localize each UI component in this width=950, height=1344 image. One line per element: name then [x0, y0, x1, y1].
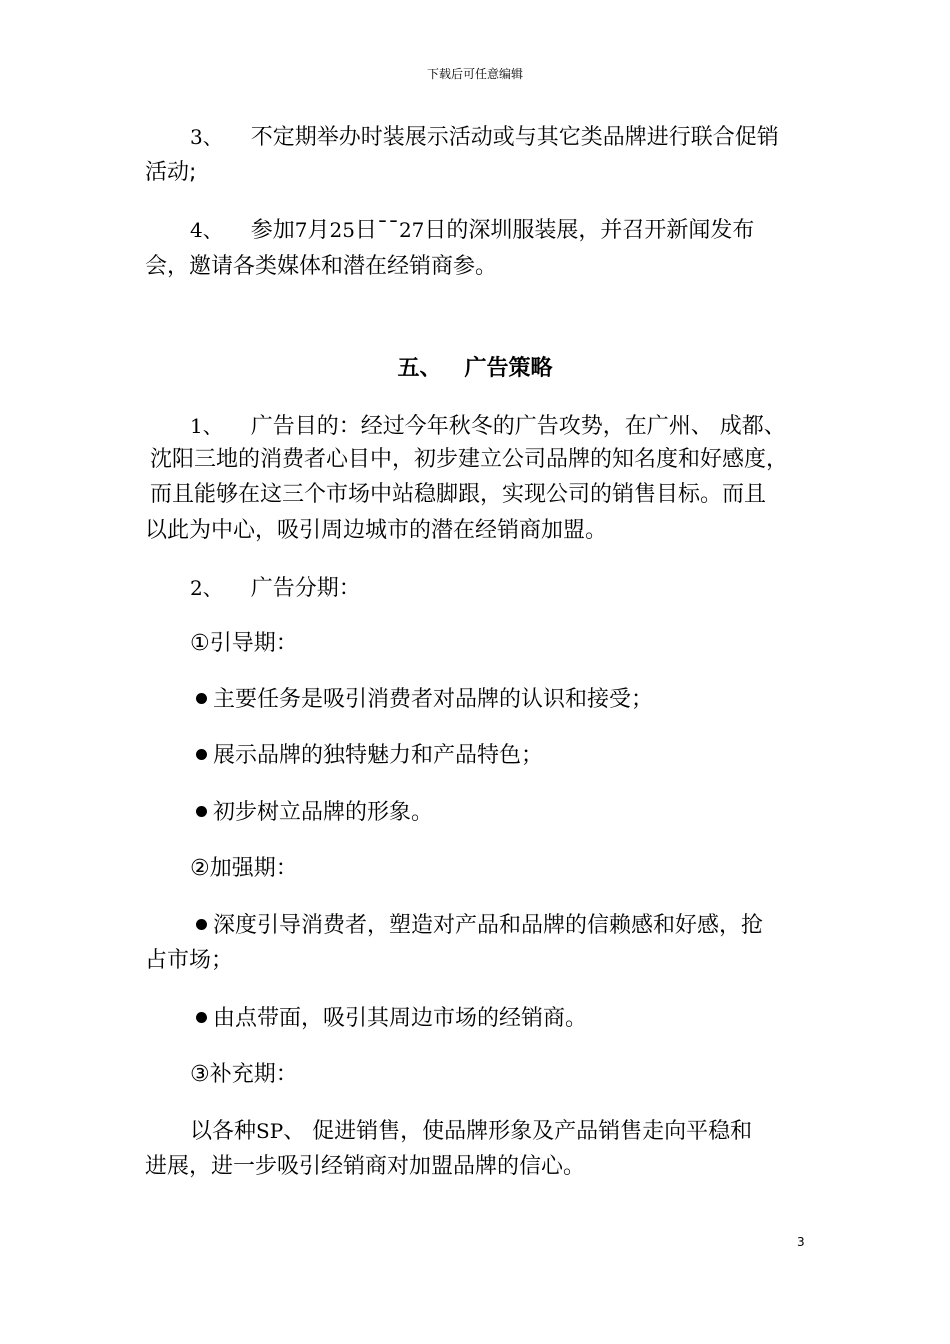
item4-text-c: 日¯¯ [354, 218, 399, 243]
s5-item1-text-line3: 而且能够在这三个市场中站稳脚跟，实现公司的销售目标。而且 [150, 482, 767, 507]
phase3-text-b: 、 促进销售，使品牌形象及产品销售走向平稳和 [283, 1119, 753, 1144]
phase2-bullet-1-text-line2: 占市场； [145, 948, 234, 973]
item4-text-b: 月 [307, 218, 330, 243]
phase1-title: ①引导期： [190, 631, 298, 656]
s5-item2-text: 广告分期： [250, 576, 361, 601]
phase3-sp: SP [256, 1119, 284, 1143]
s5-item1-line1 [190, 413, 786, 440]
phase1-bullet-3 [196, 800, 433, 826]
phase3-line1 [190, 1118, 752, 1145]
phase2-bullet-1 [196, 913, 763, 939]
item4-number: 4、 [190, 218, 223, 242]
phase1-bullet-1-text: 主要任务是吸引消费者对品牌的认识和接受； [213, 687, 654, 712]
bullet-dot-icon [196, 1012, 207, 1023]
phase3-title: ③补充期： [190, 1062, 298, 1087]
s5-item1-text-line1: 广告目的：经过今年秋冬的广告攻势，在广州、 成都、 [250, 414, 786, 439]
item4-date-num2: 25 [329, 218, 355, 242]
section-heading: 五、 广告策略 [397, 356, 553, 381]
phase2-bullet-1-text-line1: 深度引导消费者，塑造对产品和品牌的信赖感和好感，抢 [213, 913, 764, 938]
bullet-dot-icon [196, 919, 207, 930]
s5-item1-text-line4: 以此为中心，吸引周边城市的潜在经销商加盟。 [145, 518, 608, 543]
phase1-bullet-3-text: 初步树立品牌的形象。 [213, 800, 434, 825]
page-number: 3 [797, 1235, 805, 1249]
phase2-title: ②加强期： [190, 856, 298, 881]
bullet-dot-icon [196, 806, 207, 817]
phase2-bullet-2-text: 由点带面，吸引其周边市场的经销商。 [213, 1006, 588, 1031]
item3-text-line1: 不定期举办时装展示活动或与其它类品牌进行联合促销 [250, 125, 779, 150]
phase2-bullet-2 [196, 1006, 587, 1032]
item3-text-line2: 活动; [145, 160, 197, 185]
s5-item1-text-line2: 沈阳三地的消费者心目中，初步建立公司品牌的知名度和好感度， [150, 447, 789, 472]
item4-text-d: 日的深圳服装展，并召开新闻发布 [424, 218, 755, 243]
item4-text-line2: 会，邀请各类媒体和潜在经销商参。 [145, 254, 498, 279]
phase3-text-a: 以各种 [190, 1119, 257, 1144]
item3-line1 [190, 124, 779, 151]
phase1-bullet-2-text: 展示品牌的独特魅力和产品特色； [213, 743, 544, 768]
header-note: 下载后可任意编辑 [426, 67, 523, 81]
s5-item2-line [190, 575, 361, 602]
item4-date-num1: 7 [294, 218, 308, 242]
item4-date-num3: 27 [398, 218, 425, 242]
phase1-bullet-1 [196, 687, 653, 713]
item4-text-a: 参加 [250, 218, 295, 243]
item4-line1 [190, 217, 754, 244]
bullet-dot-icon [196, 693, 207, 704]
phase3-line2: 进展，进一步吸引经销商对加盟品牌的信心。 [145, 1154, 586, 1179]
item3-number: 3、 [190, 125, 223, 149]
s5-item1-number: 1、 [190, 414, 223, 438]
bullet-dot-icon [196, 749, 207, 760]
s5-item2-number: 2、 [190, 576, 223, 600]
phase1-bullet-2 [196, 743, 543, 769]
